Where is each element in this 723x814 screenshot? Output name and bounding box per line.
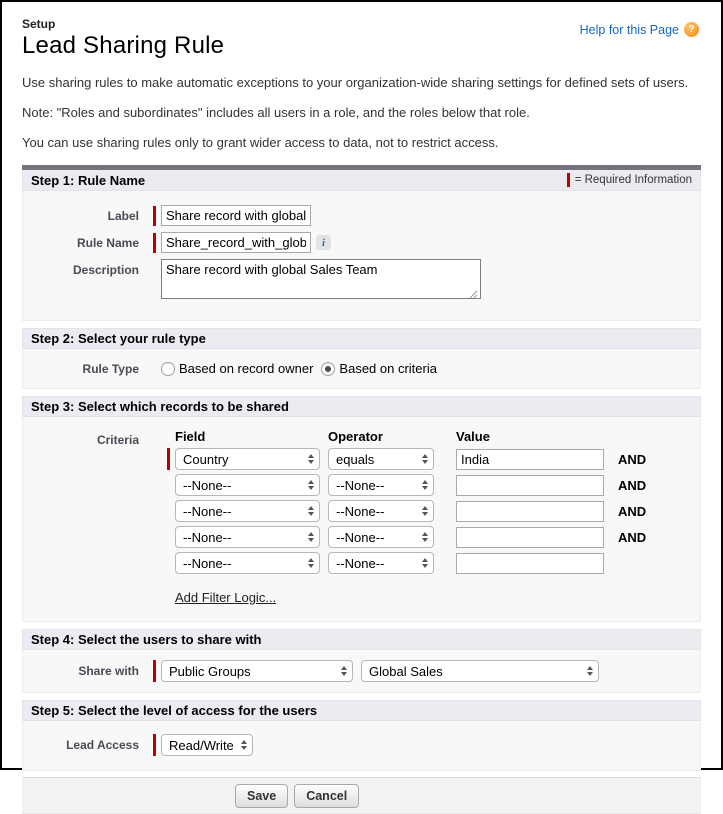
setup-label: Setup: [22, 17, 56, 31]
step3-section: [22, 396, 701, 622]
operator-select-5[interactable]: --None--: [328, 552, 434, 574]
step2-title: Step 2: Select your rule type: [31, 331, 206, 346]
action-button-bar: [22, 777, 701, 814]
criteria-table: [153, 429, 650, 607]
cancel-button[interactable]: Cancel: [294, 784, 359, 808]
column-header-value: Value: [456, 429, 490, 444]
select-chevrons-icon: [308, 558, 314, 568]
intro-line-1: Use sharing rules to make automatic exceptions to your organization-wide sharing settings for defined sets of users.: [22, 75, 689, 90]
share-with-label: Share with: [78, 664, 139, 678]
rule-type-label: Rule Type: [82, 361, 139, 376]
field-select-2[interactable]: --None--: [175, 474, 320, 496]
value-input-3[interactable]: [456, 501, 604, 522]
step3-title: Step 3: Select which records to be shared: [31, 399, 289, 414]
criteria-row: [175, 500, 650, 522]
step4-title: Step 4: Select the users to share with: [31, 632, 262, 647]
field-select-1[interactable]: Country: [175, 448, 320, 470]
operator-select-4[interactable]: --None--: [328, 526, 434, 548]
value-input-5[interactable]: [456, 553, 604, 574]
page-title: Lead Sharing Rule: [22, 32, 225, 59]
lead-access-select[interactable]: Read/Write: [161, 734, 253, 756]
select-chevrons-icon: [422, 506, 428, 516]
intro-line-3: You can use sharing rules only to grant wider access to data, not to restrict access.: [22, 135, 499, 150]
radio-label-criteria: Based on criteria: [339, 361, 437, 376]
select-chevrons-icon: [308, 454, 314, 464]
criteria-label: Criteria: [96, 433, 139, 447]
select-chevrons-icon: [422, 454, 428, 464]
label-field-label: Label: [107, 208, 139, 223]
required-marker: [153, 233, 156, 253]
value-input-2[interactable]: [456, 475, 604, 496]
field-select-4[interactable]: --None--: [175, 526, 320, 548]
required-bar-icon: [567, 173, 570, 187]
criteria-column-headers: [175, 429, 650, 444]
value-input-1[interactable]: [456, 449, 604, 470]
radio-based-on-criteria[interactable]: [321, 362, 335, 376]
operator-select-2[interactable]: --None--: [328, 474, 434, 496]
help-link[interactable]: Help for this Page: [579, 22, 679, 37]
select-chevrons-icon: [308, 532, 314, 542]
and-connector: AND: [618, 477, 647, 493]
step4-section: [22, 629, 701, 693]
select-chevrons-icon: [308, 506, 314, 516]
criteria-row: [175, 526, 650, 548]
step1-section: [22, 165, 701, 321]
step1-title: Step 1: Rule Name: [31, 172, 146, 188]
required-marker: [153, 734, 156, 756]
criteria-row: [175, 448, 650, 470]
and-connector: AND: [618, 451, 647, 467]
column-header-operator: Operator: [328, 429, 383, 444]
select-chevrons-icon: [308, 480, 314, 490]
criteria-row: [175, 474, 650, 496]
intro-text: [22, 75, 701, 150]
select-chevrons-icon: [587, 666, 593, 676]
select-chevrons-icon: [422, 532, 428, 542]
field-select-3[interactable]: --None--: [175, 500, 320, 522]
select-chevrons-icon: [422, 480, 428, 490]
required-marker: [153, 206, 156, 226]
description-field-label: Description: [72, 263, 139, 277]
operator-select-3[interactable]: --None--: [328, 500, 434, 522]
description-textarea[interactable]: [161, 259, 481, 299]
help-for-this-page[interactable]: [580, 22, 699, 37]
column-header-field: Field: [175, 429, 206, 444]
help-question-icon[interactable]: ?: [684, 22, 699, 37]
intro-line-2: Note: "Roles and subordinates" includes all users in a role, and the roles below that role.: [22, 105, 530, 120]
select-chevrons-icon: [241, 740, 247, 750]
required-info-legend: = Required Information: [567, 173, 692, 187]
step5-section: [22, 700, 701, 771]
criteria-row: [175, 552, 650, 574]
label-input[interactable]: [161, 205, 311, 226]
share-with-type-select[interactable]: Public Groups: [161, 660, 353, 682]
select-chevrons-icon: [422, 558, 428, 568]
rule-name-field-label: Rule Name: [76, 235, 139, 250]
radio-based-on-record-owner[interactable]: [161, 362, 175, 376]
value-input-4[interactable]: [456, 527, 604, 548]
step2-section: [22, 328, 701, 389]
step5-title: Step 5: Select the level of access for the users: [31, 703, 318, 718]
rule-name-input[interactable]: [161, 232, 311, 253]
share-with-group-select[interactable]: Global Sales: [361, 660, 599, 682]
rule-type-radio-group: [161, 361, 445, 376]
field-select-5[interactable]: --None--: [175, 552, 320, 574]
lead-access-label: Lead Access: [66, 738, 139, 752]
info-icon[interactable]: i: [316, 235, 331, 250]
save-button[interactable]: Save: [235, 784, 288, 808]
operator-select-1[interactable]: equals: [328, 448, 434, 470]
and-connector: AND: [618, 503, 647, 519]
radio-label-record-owner: Based on record owner: [179, 361, 314, 376]
required-marker: [153, 660, 156, 682]
required-marker: [167, 448, 170, 470]
and-connector: AND: [618, 529, 647, 545]
add-filter-logic-link[interactable]: Add Filter Logic...: [175, 590, 277, 605]
page-header: [22, 2, 701, 150]
select-chevrons-icon: [341, 666, 347, 676]
